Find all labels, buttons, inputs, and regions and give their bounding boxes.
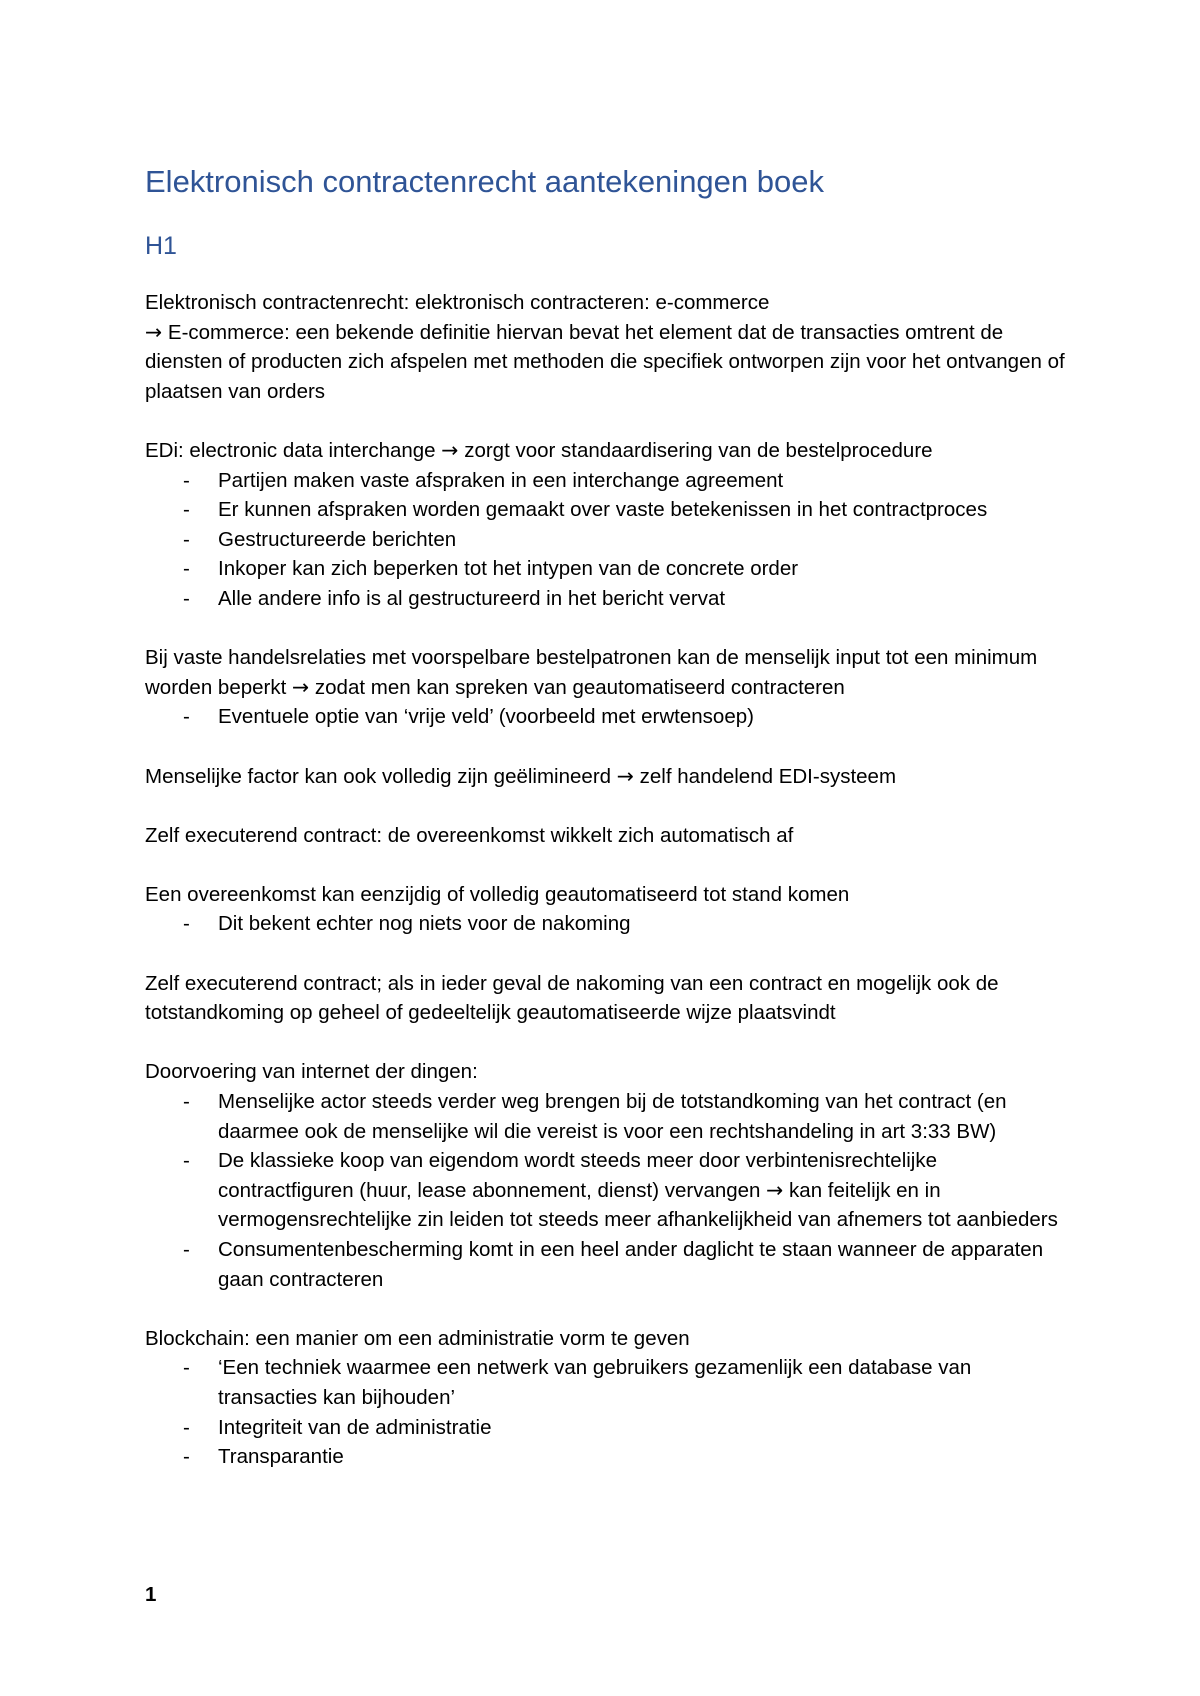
paragraph-text: zodat men kan spreken van geautomatiseerd contracteren — [314, 675, 845, 699]
list-item: - Alle andere info is al gestructureerd in het bericht vervat — [145, 584, 1065, 614]
dash-bullet: - — [183, 586, 190, 610]
dash-bullet: - — [183, 1238, 190, 1261]
list-item: - Partijen maken vaste afspraken in een interchange agreement — [145, 466, 1065, 496]
list-item: - ‘Een techniek waarmee een netwerk van gebruikers gezamenlijk een database van transacties kan bijhouden’ — [145, 1353, 1065, 1412]
paragraph-text: zorgt voor standaardisering van de bestelprocedure — [464, 438, 933, 462]
dash-bullet: - — [183, 1415, 190, 1439]
paragraph-zelf-executerend: Zelf executerend contract: de overeenkomst wikkelt zich automatisch af — [145, 823, 794, 847]
paragraph-internet-der-dingen: Doorvoering van internet der dingen: — [145, 1060, 478, 1084]
list-item: - Er kunnen afspraken worden gemaakt over vaste betekenissen in het contractproces — [145, 495, 1065, 525]
paragraph-overeenkomst: Een overeenkomst kan eenzijdig of volledig geautomatiseerd tot stand komen — [145, 882, 850, 906]
arrow-icon: → — [766, 1177, 784, 1202]
edi-list — [145, 466, 1065, 614]
paragraph-text: E-commerce: een bekende definitie hiervan bevat het element dat de transacties omtrent de diensten of producten zich afspelen met methoden die specifiek ontworpen zijn voor het ontvangen of plaatsen van orders — [145, 320, 1065, 403]
paragraph-blockchain: Blockchain: een manier om een administratie vorm te geven — [145, 1326, 690, 1350]
overeenkomst-list — [145, 909, 1065, 939]
list-item: - Dit bekent echter nog niets voor de nakoming — [145, 909, 1065, 939]
dash-bullet: - — [183, 468, 190, 492]
arrow-icon: → — [616, 763, 634, 788]
paragraph-text: zelf handelend EDI-systeem — [639, 764, 897, 788]
page-number: 1 — [145, 1583, 157, 1606]
dash-bullet: - — [183, 1445, 190, 1469]
dash-bullet: - — [183, 557, 190, 581]
paragraph-text: EDi: electronic data interchange — [145, 438, 436, 462]
paragraph-zelf-executerend-definitie: Zelf executerend contract; als in ieder geval de nakoming van een contract en mogelijk ook de totstandkoming op geheel of gedeeltelijk geautomatiseerde wijze plaatsvindt — [145, 971, 999, 1025]
arrow-icon: → — [292, 674, 310, 699]
handelsrelaties-list — [145, 702, 1065, 732]
internet-der-dingen-list — [145, 1087, 1065, 1294]
paragraph-ecommerce — [145, 288, 1065, 406]
dash-bullet: - — [183, 498, 190, 522]
document-body — [145, 162, 1065, 1472]
blockchain-list — [145, 1353, 1065, 1471]
paragraph-text: Menselijke factor kan ook volledig zijn geëlimineerd — [145, 764, 612, 788]
dash-bullet: - — [183, 527, 190, 551]
list-item: - Integriteit van de administratie — [145, 1413, 1065, 1443]
dash-bullet: - — [183, 1090, 190, 1114]
paragraph-text: Elektronisch contractenrecht: elektronisch contracteren: e-commerce — [145, 291, 770, 314]
list-item: - Transparantie — [145, 1442, 1065, 1472]
dash-bullet: - — [183, 912, 190, 936]
arrow-icon: → — [441, 437, 459, 462]
paragraph-text: Bij vaste handelsrelaties met voorspelbare bestelpatronen kan de menselijk input tot een minimum worden beperkt — [145, 646, 1038, 699]
list-item: - Inkoper kan zich beperken tot het intypen van de concrete order — [145, 554, 1065, 584]
dash-bullet: - — [183, 705, 190, 729]
list-item: - Gestructureerde berichten — [145, 525, 1065, 555]
paragraph-handelsrelaties — [145, 643, 1065, 702]
paragraph-menselijke-factor — [145, 762, 1065, 792]
dash-bullet: - — [183, 1149, 190, 1173]
arrow-icon: → — [145, 319, 163, 344]
paragraph-edi — [145, 436, 1065, 466]
list-item: - Eventuele optie van ‘vrije veld’ (voorbeeld met erwtensoep) — [145, 702, 1065, 732]
list-item: - Consumentenbescherming komt in een heel ander daglicht te staan wanneer de apparaten gaan contracteren — [145, 1235, 1065, 1294]
list-item: - De klassieke koop van eigendom wordt steeds meer door verbintenisrechtelijke contractfiguren (huur, lease abonnement, dienst) vervangen → kan feitelijk en in vermogensrechtelijke zin leiden tot steeds meer afhankelijkheid van afnemers tot aanbieders — [145, 1146, 1065, 1235]
dash-bullet: - — [183, 1356, 190, 1380]
section-heading: H1 — [145, 232, 177, 260]
list-item: - Menselijke actor steeds verder weg brengen bij de totstandkoming van het contract (en daarmee ook de menselijke wil die vereist is voor een rechtshandeling in art 3:33 BW) — [145, 1087, 1065, 1146]
document-title: Elektronisch contractenrecht aantekeningen boek — [145, 164, 824, 199]
